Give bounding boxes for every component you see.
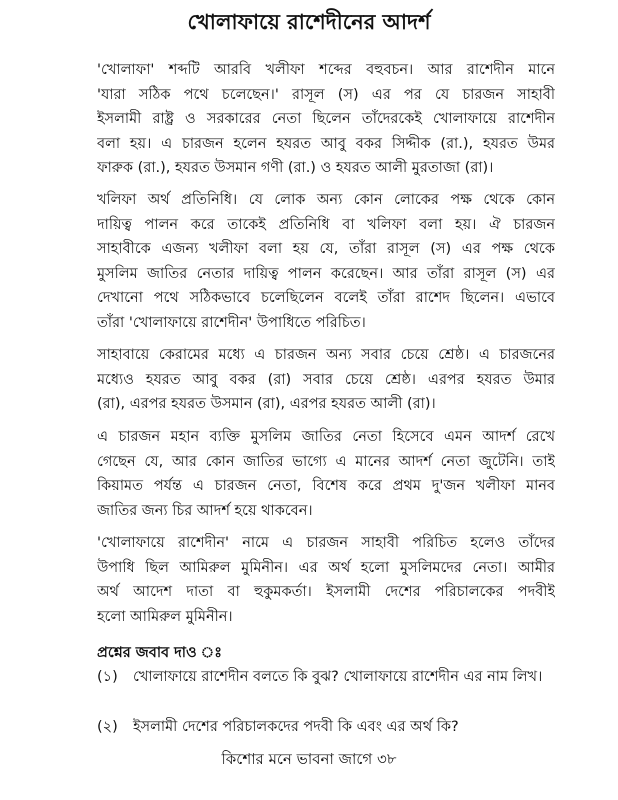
paragraph-ideal-leaders [97,425,555,523]
text-line: (রা), এরপর হযরত উসমান (রা), এরপর হযরত আলী (রা)। [97,396,436,412]
text-line: দেখানো পথে সঠিকভাবে চলেছিলেন বলেই তাঁরা রাশেদ ছিলেন। এভাবে [97,290,555,306]
text-line: খলিফা অর্থ প্রতিনিধি। যে লোক অন্য কোন লোকের পক্ষ থেকে কোন [97,192,555,208]
text-line: জাতির জন্য চির আদর্শ হয়ে থাকবেন। [97,502,313,519]
text-line: ফারুক (রা.), হযরত উসমান গণী (রা.) ও হযরত আলী মুরতাজা (রা)। [97,160,494,176]
text-line: মুসলিম জাতির নেতার দায়িত্ব পালন করেছেন। আর তাঁরা রাসূল (স) এর [97,265,555,282]
text-line: 'খোলাফা' শব্দটি আরবি খলীফা শব্দের বহুবচন। আর রাশেদীন মানে [97,62,555,78]
text-line: তাঁরা 'খোলাফায়ে রাশেদীন' উপাধিতে পরিচিত। [97,314,366,331]
text-line: উপাধি ছিল আমিরুল মুমিনীন। এর অর্থ হলো মুসলিমদের নেতা। আমীর [97,559,555,576]
text-line: দায়িত্ব পালন করে তাকেই প্রতিনিধি বা খলিফা বলা হয়। ঐ চারজন [97,216,555,233]
text-line: গেছেন যে, আর কোন জাতির ভাগ্যে এ মানের আদর্শ নেতা জুটেনি। তাই [97,453,555,470]
text-line: 'খোলাফায়ে রাশেদীন' নামে এ চারজন সাহাবী পরিচিত হলেও তাঁদের [97,535,555,551]
question-item [97,665,555,689]
text-line: সাহাবায়ে কেরামের মধ্যে এ চারজন অন্য সবার চেয়ে শ্রেষ্ঠ। এ চারজনের [97,347,555,363]
text-line: ইসলামী রাষ্ট্র ও সরকারের নেতা ছিলেন তাঁদেরকেই খোলাফায়ে রাশেদীন [97,111,555,127]
question-text: খোলাফায়ে রাশেদীন বলতে কি বুঝ? খোলাফায়ে রাশেদীন এর নাম লিখ। [133,669,543,685]
question-text: ইসলামী দেশের পরিচালকদের পদবী কি এবং এর অর্থ কি? [133,719,459,735]
text-line: কিয়ামত পর্যন্ত এ চারজন নেতা, বিশেষ করে প্রথম দু'জন খলীফা মানব [97,478,555,494]
question-number: (২) [97,719,118,735]
page-footer: কিশোর মনে ভাবনা জাগে ৩৮ [221,750,397,768]
paragraph-ranking [97,343,555,417]
text-line: হলো আমিরুল মুমিনীন। [97,608,233,625]
question-number: (১) [97,669,118,685]
paragraph-khulafa-meaning [97,58,555,181]
text-line: সাহাবীকে এজন্য খলীফা বলা হয় যে, তাঁরা রাসূল (স) এর পক্ষ থেকে [97,241,555,257]
question-item [97,715,555,739]
text-line: মধ্যেও হযরত আবু বকর (রা) সবার চেয়ে শ্রেষ্ঠ। এরপর হযরত উমার [97,371,555,388]
text-line: অর্থ আদেশ দাতা বা হুকুমকর্তা। ইসলামী দেশের পরিচালকের পদবীই [97,584,555,600]
text-line: এ চারজন মহান ব্যক্তি মুসলিম জাতির নেতা হিসেবে এমন আদর্শ রেখে [97,429,555,445]
text-line: বলা হয়। এ চারজন হলেন হযরত আবু বকর সিদ্দীক (রা.), হযরত উমর [97,135,555,152]
paragraph-khalifa-meaning [97,188,555,335]
page-title: খোলাফায়ে রাশেদীনের আদর্শ [187,10,431,34]
paragraph-amirul-muminin [97,531,555,629]
text-line: 'যারা সঠিক পথে চলেছেন।' রাসূল (স) এর পর যে চারজন সাহাবী [97,86,555,103]
questions-heading: প্রশ্নের জবাব দাও ঃ [97,645,222,661]
